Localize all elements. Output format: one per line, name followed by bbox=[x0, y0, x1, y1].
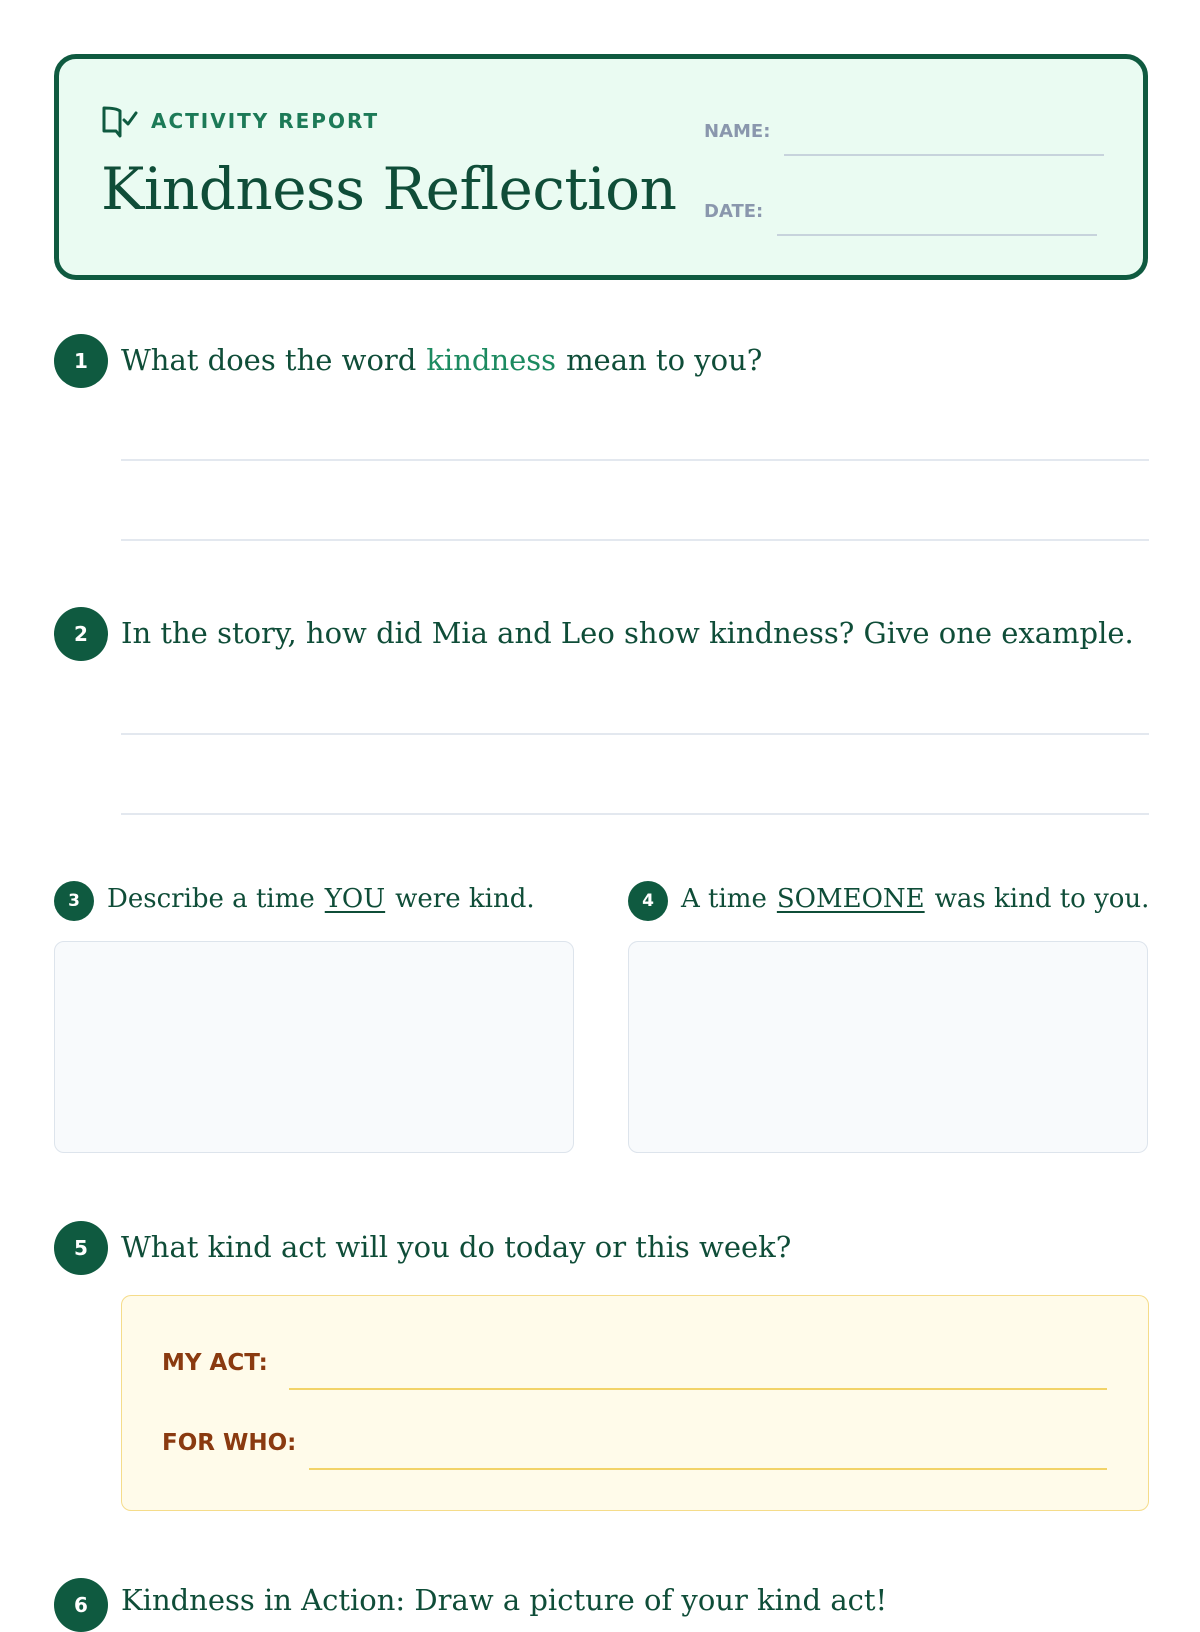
question-1-keyword: kindness bbox=[426, 343, 557, 377]
answer-line[interactable] bbox=[121, 733, 1149, 735]
for-who-field[interactable] bbox=[309, 1468, 1107, 1470]
question-1-text bbox=[121, 343, 762, 377]
question-4-before: A time bbox=[681, 884, 767, 914]
my-act-field[interactable] bbox=[289, 1388, 1107, 1390]
question-3-text bbox=[107, 884, 535, 914]
question-number-1: 1 bbox=[54, 334, 108, 388]
question-3-keyword: YOU bbox=[324, 884, 386, 914]
question-6-text: Kindness in Action: Draw a picture of your kind act! bbox=[121, 1583, 888, 1617]
question-1-after: mean to you? bbox=[566, 343, 763, 377]
question-1-before: What does the word bbox=[121, 343, 417, 377]
answer-line[interactable] bbox=[121, 539, 1149, 541]
date-field[interactable] bbox=[777, 234, 1097, 236]
name-label: NAME: bbox=[704, 121, 771, 142]
question-number-3: 3 bbox=[54, 881, 94, 921]
book-check-icon bbox=[101, 103, 139, 139]
report-label-text: ACTIVITY REPORT bbox=[151, 109, 380, 133]
page-title: Kindness Reflection bbox=[101, 155, 677, 223]
answer-box-someone[interactable] bbox=[628, 941, 1148, 1153]
question-3-after: were kind. bbox=[395, 884, 535, 914]
question-number-5: 5 bbox=[54, 1221, 108, 1275]
date-label: DATE: bbox=[704, 201, 764, 222]
question-number-4: 4 bbox=[628, 881, 668, 921]
header-card bbox=[54, 54, 1148, 280]
name-field[interactable] bbox=[784, 154, 1104, 156]
question-number-6: 6 bbox=[54, 1578, 108, 1632]
report-label bbox=[101, 103, 379, 139]
question-4-keyword: SOMEONE bbox=[776, 884, 925, 914]
answer-line[interactable] bbox=[121, 813, 1149, 815]
question-number-2: 2 bbox=[54, 607, 108, 661]
answer-box-you[interactable] bbox=[54, 941, 574, 1153]
question-4-after: was kind to you. bbox=[934, 884, 1150, 914]
answer-line[interactable] bbox=[121, 459, 1149, 461]
commitment-box bbox=[121, 1295, 1149, 1511]
question-2-text: In the story, how did Mia and Leo show kindness? Give one example. bbox=[121, 616, 1134, 650]
question-4-text bbox=[681, 884, 1149, 914]
my-act-label: MY ACT: bbox=[162, 1350, 268, 1376]
for-who-label: FOR WHO: bbox=[162, 1430, 297, 1456]
question-5-text: What kind act will you do today or this week? bbox=[121, 1230, 792, 1264]
question-3-before: Describe a time bbox=[107, 884, 315, 914]
